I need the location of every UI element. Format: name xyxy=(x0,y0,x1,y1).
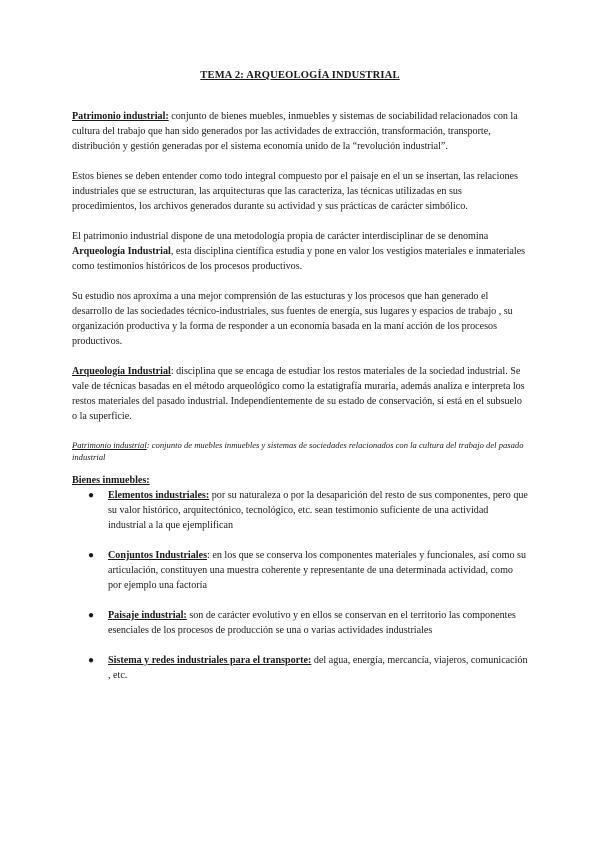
list-item xyxy=(88,653,528,683)
item-term: Elementos industriales: xyxy=(108,490,210,501)
item-text: por su naturaleza o por la desaparición del resto de sus componentes, pero que su valor histórico, arquitectónico, tecnológico, etc. sean testimonio suficiente de una actividad industrial a la que ejemplifican xyxy=(108,490,528,531)
list-item xyxy=(88,548,528,593)
bullet-icon: ● xyxy=(88,610,95,621)
bullet-icon: ● xyxy=(88,550,95,561)
item-term: Sistema y redes industriales para el transporte: xyxy=(108,655,312,666)
note-text: : conjunto de muebles inmuebles y sistemas de sociedades relacionados con la cultura del trabajo del pasado industrial xyxy=(72,440,524,462)
item-term: Conjuntos Industriales xyxy=(108,550,208,561)
definition-text: conjunto de bienes muebles, inmuebles y sistemas de sociabilidad relacionados con la cultura del trabajo que han sido generados por las actividades de extracción, transformación, transporte, distribución y gestión generadas por el sistema economía unido de la “revolución industrial”. xyxy=(72,111,518,152)
note-term: Patrimonio industrial xyxy=(72,440,147,450)
paragraph-bienes-integral: Estos bienes se deben entender como todo integral compuesto por el paisaje en el un se insertan, las relaciones industriales que se estructuran, las arquitecturas que las caracteriza, las técnicas utilizadas en sus procedimientos, los archivos generados durante su actividad y sus prácticas de carácter simbólico. xyxy=(72,171,518,212)
section-heading-bienes-inmuebles: Bienes inmuebles: xyxy=(72,475,150,486)
paragraph-arqueologia-industrial xyxy=(72,364,528,424)
paragraph-estudio: Su estudio nos aproxima a una mejor comprensión de las estucturas y los procesos que han generado el desarrollo de las sociedades técnico-industriales, sus fuentes de energía, sus lugares y espacios de trabajo , su organización productiva y la forma de responder a un economía basada en la maní acción de los procesos productivos. xyxy=(72,291,513,347)
text-segment: El patrimonio industrial dispone de una metodología propia de carácter interdisciplinar de se denomina xyxy=(72,231,489,242)
item-text: : en los que se conserva los componentes materiales y funcionales, así como su articulación, constituyen una muestra coherente y representante de una determinada actividad, como por ejemplo una factoría xyxy=(108,550,527,591)
term-patrimonio-industrial: Patrimonio industrial: xyxy=(72,111,169,122)
paragraph-metodologia xyxy=(72,229,528,274)
list-item xyxy=(88,608,528,638)
text-segment: , esta disciplina científica estudia y pone en valor los vestigios materiales e inmateriales como testimonios históricos de los procesos productivos. xyxy=(72,246,526,272)
bienes-list xyxy=(72,488,528,683)
bullet-icon: ● xyxy=(88,490,95,501)
term-arqueologia-industrial-bold: Arqueología Industrial xyxy=(72,246,171,257)
paragraph-patrimonio-industrial xyxy=(72,109,528,154)
list-item xyxy=(88,488,528,533)
handwritten-note xyxy=(72,439,528,463)
item-text: son de carácter evolutivo y en ellos se conservan en el territorio las componentes esenciales de los procesos de producción se una o varias actividades industriales xyxy=(108,610,516,636)
bullet-icon: ● xyxy=(88,655,95,666)
page-title: TEMA 2: ARQUEOLOGÍA INDUSTRIAL xyxy=(200,70,400,81)
term-arqueologia-industrial: Arqueología Industrial xyxy=(72,366,171,377)
item-text: del agua, energía, mercancía, viajeros, comunicación , etc. xyxy=(108,655,528,681)
item-term: Paisaje industrial: xyxy=(108,610,187,621)
definition-text: : disciplina que se encaga de estudiar los restos materiales de la sociedad industrial. Se vale de técnicas basadas en el método arqueológico como la estatigrafía muraria, además analiza e interpreta los restos materiales del pasado industrial. Independientemente de su estado de conservación, si está en el subsuelo o la superficie. xyxy=(72,366,525,422)
